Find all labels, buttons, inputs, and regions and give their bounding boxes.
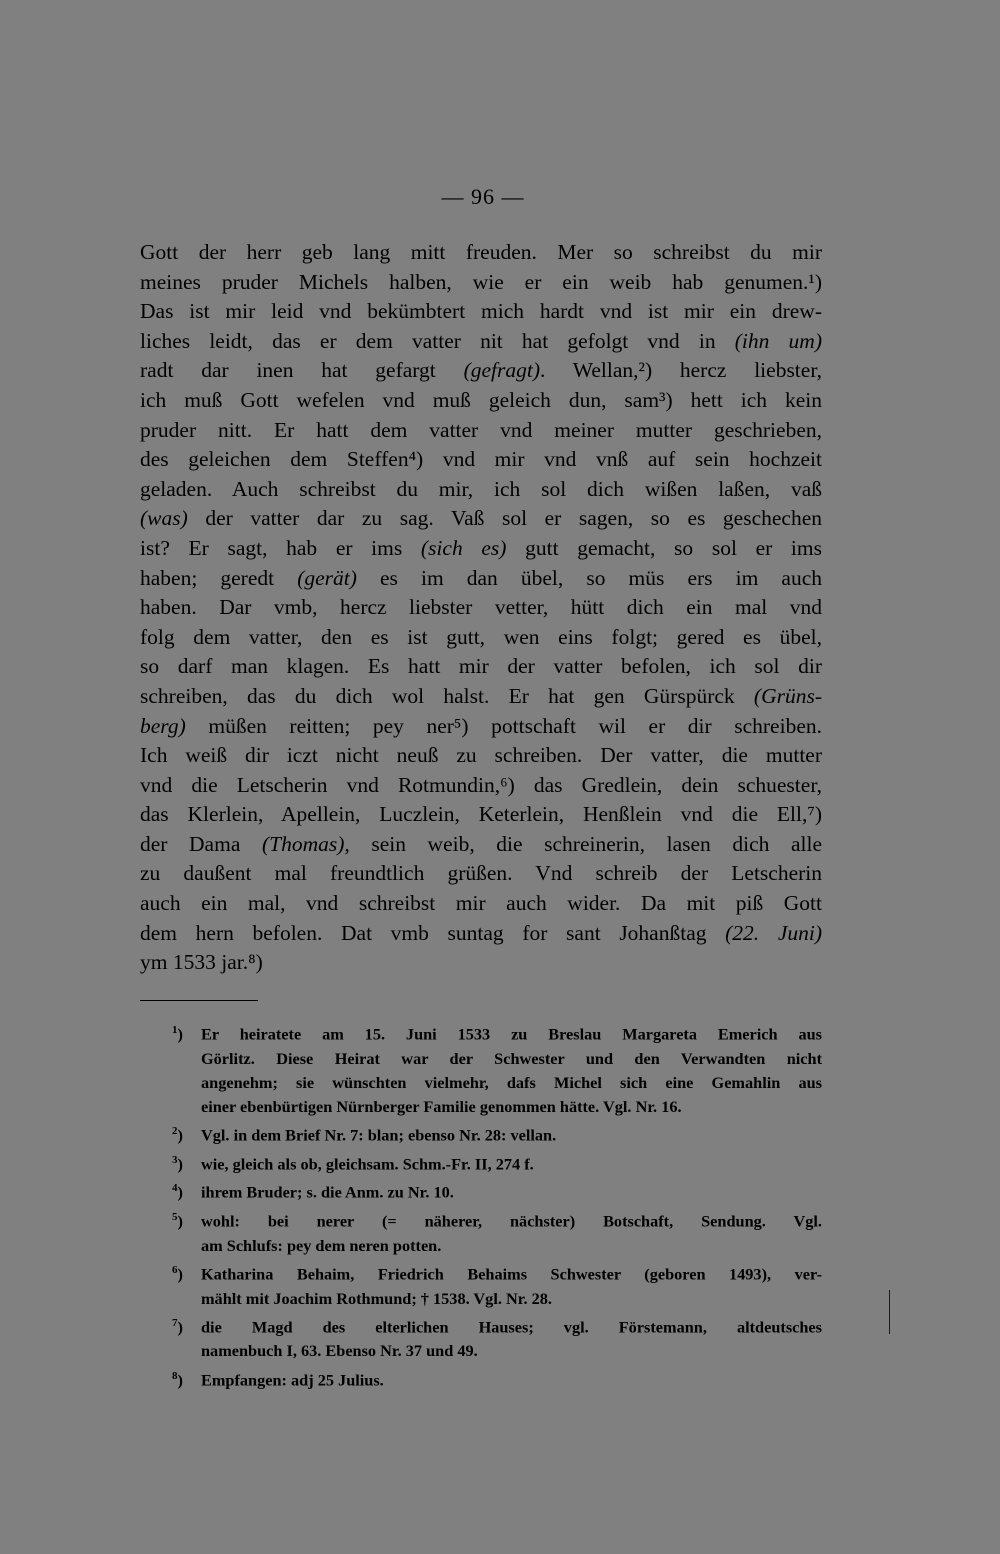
- body-line: des geleichen dem Steffen⁴) vnd mir vnd vnß auf sein hochzeit: [140, 447, 822, 472]
- footnote-line: [172, 1047, 822, 1071]
- footnote-number: $^2$): [172, 1125, 183, 1145]
- footnote-text: ihrem Bruder; s. die Anm. zu Nr. 10.: [201, 1182, 454, 1202]
- body-line: so darf man klagen. Es hatt mir der vatter befolen, ich sol dir: [140, 654, 822, 679]
- body-line: (was) der vatter dar zu sag. Vaß sol er sagen, so es geschechen: [140, 506, 822, 531]
- body-line: Gott der herr geb lang mitt freuden. Mer so schreibst du mir: [140, 240, 822, 264]
- footnote-line: [172, 1339, 822, 1363]
- footnote-text: wohl: bei nerer (= näherer, nächster) Botschaft, Sendung. Vgl.: [201, 1211, 822, 1231]
- footnote-text: Görlitz. Diese Heirat war der Schwester und den Verwandten nicht: [201, 1048, 822, 1068]
- footnote-line: [172, 1311, 822, 1340]
- footnote-number: $^5$): [172, 1211, 183, 1231]
- footnote-text: Empfangen: adj 25 Julius.: [201, 1370, 384, 1390]
- footnote-number: $^1$): [172, 1024, 183, 1044]
- body-line: haben. Dar vmb, hercz liebster vetter, hütt dich ein mal vnd: [140, 595, 822, 620]
- footnote-text: namenbuch I, 63. Ebenso Nr. 37 und 49.: [201, 1341, 478, 1361]
- body-line: zu daußent mal freundtlich grüßen. Vnd schreib der Letscherin: [140, 861, 822, 886]
- footnote-line: [172, 1364, 822, 1393]
- footnote-line: [172, 1258, 822, 1287]
- footnote-line: [172, 1234, 822, 1258]
- body-line: vnd die Letscherin vnd Rotmundin,⁶) das Gredlein, dein schuester,: [140, 772, 822, 797]
- footnote-divider: [140, 1000, 258, 1001]
- footnote-number: $^8$): [172, 1369, 183, 1390]
- footnote-line: [172, 1119, 822, 1148]
- footnote-number: $^3$): [172, 1153, 183, 1174]
- body-line: meines pruder Michels halben, wie er ein weib hab genumen.¹): [140, 269, 822, 294]
- body-line: haben; geredt (gerät) es im dan übel, so müs ers im auch: [140, 565, 822, 590]
- body-line: geladen. Auch schreibst du mir, ich sol dich wißen laßen, vaß: [140, 476, 822, 501]
- body-line: ich muß Gott wefelen vnd muß geleich dun, sam³) hett ich kein: [140, 387, 822, 412]
- body-line: dem hern befolen. Dat vmb suntag for sant Johanßtag (22. Juni): [140, 920, 822, 945]
- body-line: der Dama (Thomas), sein weib, die schreinerin, lasen dich alle: [140, 831, 822, 856]
- footnote-text: die Magd des elterlichen Hauses; vgl. Förstemann, altdeutsches: [201, 1317, 822, 1337]
- footnote-text: Katharina Behaim, Friedrich Behaims Schwester (geboren 1493), ver-: [201, 1264, 822, 1284]
- body-line: berg) müßen reitten; pey ner⁵) pottschaft wil er dir schreiben.: [140, 713, 822, 738]
- footnote-line: [172, 1095, 822, 1119]
- footnote-line: [172, 1071, 822, 1095]
- footnote-number: $^7$): [172, 1316, 183, 1337]
- letter-body: [140, 238, 822, 978]
- footnote-line: [172, 1148, 822, 1177]
- body-line: Das ist mir leid vnd bekümbtert mich hardt vnd ist mir ein drew-: [140, 299, 822, 324]
- body-line: radt dar inen hat gefargt (gefragt). Wellan,²) hercz liebster,: [140, 358, 822, 383]
- footnote-line: [172, 1176, 822, 1205]
- footnote-text: wie, gleich als ob, gleichsam. Schm.-Fr. II, 274 f.: [201, 1154, 534, 1174]
- body-line: auch ein mal, vnd schreibst mir auch wider. Da mit piß Gott: [140, 891, 822, 916]
- footnote-text: am Schlufs: pey dem neren potten.: [201, 1235, 442, 1255]
- footnote-text: Er heiratete am 15. Juni 1533 zu Breslau Margareta Emerich aus: [201, 1024, 822, 1044]
- footnote-text: Vgl. in dem Brief Nr. 7: blan; ebenso Nr. 28: vellan.: [201, 1125, 557, 1145]
- body-line: pruder nitt. Er hatt dem vatter vnd meiner mutter geschrieben,: [140, 417, 822, 442]
- page-number: — 96 —: [441, 184, 525, 209]
- footnote-line: [172, 1018, 822, 1047]
- footnote-text: mählt mit Joachim Rothmund; † 1538. Vgl. Nr. 28.: [201, 1288, 552, 1308]
- body-line: ym 1533 jar.⁸): [140, 950, 263, 975]
- footnote-number: $^4$): [172, 1182, 183, 1202]
- footnote-text: einer ebenbürtigen Nürnberger Familie genommen hätte. Vgl. Nr. 16.: [201, 1097, 682, 1117]
- body-line: das Klerlein, Apellein, Luczlein, Keterlein, Henßlein vnd die Ell,⁷): [140, 802, 822, 827]
- footnote-number: $^6$): [172, 1263, 183, 1284]
- footnote-line: [172, 1287, 822, 1311]
- footnote-line: [172, 1205, 822, 1234]
- body-line: folg dem vatter, den es ist gutt, wen eins folgt; gered es übel,: [140, 624, 822, 649]
- footnotes: [172, 1018, 822, 1392]
- body-line: liches leidt, das er dem vatter nit hat gefolgt vnd in (ihn um): [140, 328, 822, 353]
- body-line: ist? Er sagt, hab er ims (sich es) gutt gemacht, so sol er ims: [140, 535, 822, 560]
- margin-mark: [889, 1290, 890, 1334]
- footnote-text: angenehm; sie wünschten vielmehr, dafs Michel sich eine Gemahlin aus: [201, 1072, 822, 1092]
- body-line: Ich weiß dir iczt nicht neuß zu schreiben. Der vatter, die mutter: [140, 743, 822, 768]
- body-line: schreiben, das du dich wol halst. Er hat gen Gürspürck (Grüns-: [140, 683, 822, 708]
